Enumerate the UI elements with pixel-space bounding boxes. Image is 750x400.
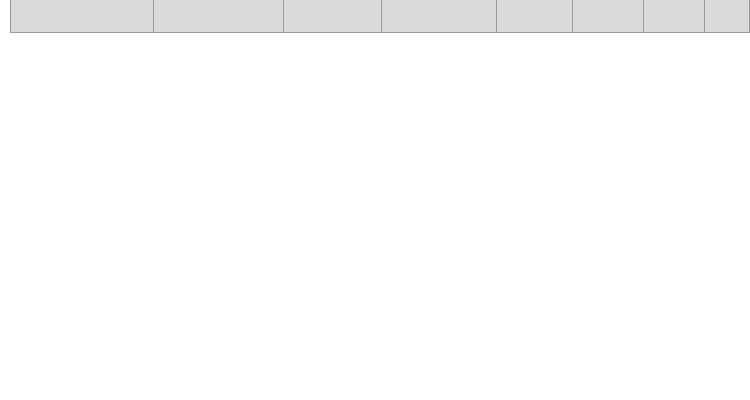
header-if xyxy=(644,0,705,33)
table-header-row xyxy=(11,0,750,33)
header-wl xyxy=(382,0,497,33)
header-package xyxy=(11,0,154,33)
spec-table-wrapper xyxy=(0,0,750,33)
header-color xyxy=(284,0,382,33)
header-part-number xyxy=(154,0,284,33)
led-spec-table xyxy=(10,0,750,33)
header-viewing-angle xyxy=(705,0,750,33)
header-vf xyxy=(573,0,644,33)
header-iv xyxy=(497,0,573,33)
